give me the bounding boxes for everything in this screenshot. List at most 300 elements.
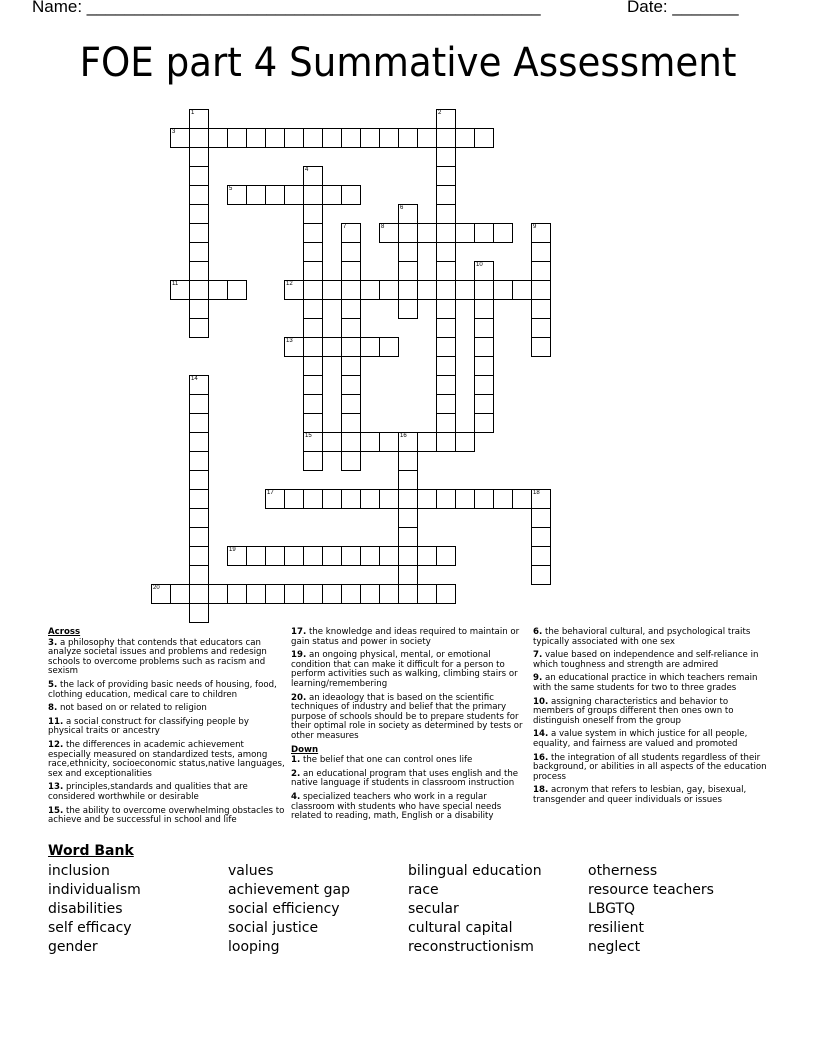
crossword-cell[interactable] [398, 451, 418, 471]
crossword-cell[interactable] [284, 280, 304, 300]
crossword-cell[interactable] [360, 337, 380, 357]
crossword-cell[interactable] [208, 128, 228, 148]
crossword-cell[interactable] [417, 128, 437, 148]
clues-column-1 [48, 628, 286, 830]
crossword-cell[interactable] [436, 337, 456, 357]
date-field[interactable]: Date: _______ [627, 0, 739, 16]
clue-number: 8. [48, 703, 58, 714]
crossword-cell[interactable] [531, 299, 551, 319]
clue-text: a value system in which justice for all people, equality, and fairness are valued and promoted [533, 729, 748, 749]
crossword-grid [151, 109, 571, 629]
crossword-cell[interactable] [246, 584, 266, 604]
crossword-cell[interactable] [303, 223, 323, 243]
word-bank-item: cultural capital [408, 920, 513, 936]
crossword-cell[interactable] [512, 280, 532, 300]
word-bank-item: otherness [588, 863, 658, 879]
clue-text: specialized teachers who work in a regular classroom with students who have special needs related to reading, math, English or a disability [291, 791, 502, 822]
crossword-cell[interactable] [341, 451, 361, 471]
cell-number: 15 [305, 433, 312, 439]
crossword-cell[interactable] [379, 489, 399, 509]
crossword-cell[interactable] [436, 109, 456, 129]
cell-number: 16 [400, 433, 407, 439]
clue-text: a philosophy that contends that educators can analyze societal issues and problems and redesign schools to overcome problems such as racism and sexism [48, 637, 267, 677]
word-bank-item: self efficacy [48, 920, 132, 936]
clue [291, 770, 529, 789]
crossword-cell[interactable] [341, 375, 361, 395]
crossword-cell[interactable] [189, 375, 209, 395]
crossword-cell[interactable] [455, 489, 475, 509]
cell-number: 3 [172, 129, 176, 135]
crossword-cell[interactable] [474, 375, 494, 395]
crossword-cell[interactable] [284, 546, 304, 566]
crossword-cell[interactable] [436, 242, 456, 262]
clue [291, 651, 529, 689]
crossword-cell[interactable] [284, 489, 304, 509]
cell-number: 14 [191, 376, 198, 382]
crossword-cell[interactable] [360, 546, 380, 566]
crossword-cell[interactable] [189, 546, 209, 566]
crossword-cell[interactable] [303, 432, 323, 452]
word-bank-column [408, 862, 542, 957]
crossword-cell[interactable] [341, 432, 361, 452]
crossword-cell[interactable] [189, 413, 209, 433]
clue [48, 704, 286, 714]
crossword-cell[interactable] [398, 546, 418, 566]
crossword-cell[interactable] [474, 413, 494, 433]
crossword-cell[interactable] [379, 432, 399, 452]
crossword-cell[interactable] [531, 527, 551, 547]
crossword-cell[interactable] [474, 489, 494, 509]
crossword-cell[interactable] [341, 584, 361, 604]
crossword-cell[interactable] [531, 223, 551, 243]
clues-column-2 [291, 628, 529, 826]
crossword-cell[interactable] [474, 394, 494, 414]
crossword-cell[interactable] [398, 280, 418, 300]
clue [533, 786, 771, 805]
crossword-cell[interactable] [265, 546, 285, 566]
clue [48, 783, 286, 802]
crossword-cell[interactable] [322, 489, 342, 509]
clue-text: the knowledge and ideas required to maintain or gain status and power in society [291, 627, 520, 647]
clue-text: assigning characteristics and behavior to members of groups different then ones own to distinguish oneself from the group [533, 696, 734, 726]
word-bank-item: neglect [588, 939, 641, 955]
crossword-cell[interactable] [474, 318, 494, 338]
crossword-cell[interactable] [360, 584, 380, 604]
word-bank-item: social justice [228, 920, 319, 936]
crossword-cell[interactable] [398, 242, 418, 262]
crossword-cell[interactable] [455, 128, 475, 148]
crossword-cell[interactable] [189, 451, 209, 471]
crossword-cell[interactable] [512, 489, 532, 509]
crossword-cell[interactable] [398, 261, 418, 281]
crossword-cell[interactable] [189, 299, 209, 319]
crossword-cell[interactable] [208, 280, 228, 300]
cell-number: 1 [191, 110, 195, 116]
clue [533, 730, 771, 749]
crossword-cell[interactable] [398, 470, 418, 490]
crossword-cell[interactable] [322, 185, 342, 205]
crossword-cell[interactable] [208, 584, 228, 604]
crossword-cell[interactable] [189, 128, 209, 148]
crossword-cell[interactable] [455, 280, 475, 300]
crossword-cell[interactable] [189, 109, 209, 129]
crossword-cell[interactable] [189, 432, 209, 452]
crossword-cell[interactable] [436, 204, 456, 224]
word-bank-item: bilingual education [408, 863, 542, 879]
clue-text: the integration of all students regardless of their background, or abilities in all aspects of the education process [533, 752, 767, 782]
clue-number: 12. [48, 739, 64, 750]
crossword-cell[interactable] [341, 489, 361, 509]
crossword-cell[interactable] [341, 280, 361, 300]
crossword-cell[interactable] [189, 147, 209, 167]
cell-number: 19 [229, 547, 236, 553]
clue [48, 681, 286, 700]
crossword-cell[interactable] [531, 337, 551, 357]
word-bank-column [228, 862, 350, 957]
crossword-cell[interactable] [303, 546, 323, 566]
clue-text: the lack of providing basic needs of housing, food, clothing education, medical care to children [48, 679, 277, 700]
word-bank-item: social efficiency [228, 901, 340, 917]
clue-number: 5. [48, 679, 58, 690]
word-bank-item: secular [408, 901, 459, 917]
crossword-cell[interactable] [322, 337, 342, 357]
crossword-cell[interactable] [436, 185, 456, 205]
crossword-cell[interactable] [341, 413, 361, 433]
crossword-cell[interactable] [531, 565, 551, 585]
word-bank-item: looping [228, 939, 280, 955]
crossword-cell[interactable] [189, 223, 209, 243]
crossword-cell[interactable] [531, 242, 551, 262]
clue [48, 807, 286, 826]
crossword-cell[interactable] [398, 128, 418, 148]
cell-number: 7 [343, 224, 347, 230]
crossword-cell[interactable] [398, 299, 418, 319]
crossword-cell[interactable] [436, 489, 456, 509]
clue-text: an educational program that uses english and the native language if students in classroom instruction [291, 768, 519, 789]
crossword-cell[interactable] [303, 337, 323, 357]
clue [291, 628, 529, 647]
clue-text: an educational practice in which teachers remain with the same students for two to three grades [533, 673, 758, 693]
clue [533, 754, 771, 783]
crossword-cell[interactable] [436, 584, 456, 604]
crossword-cell[interactable] [189, 185, 209, 205]
crossword-cell[interactable] [474, 261, 494, 281]
crossword-cell[interactable] [303, 128, 323, 148]
crossword-cell[interactable] [189, 261, 209, 281]
clue [291, 793, 529, 822]
crossword-cell[interactable] [474, 280, 494, 300]
word-bank-item: reconstructionism [408, 939, 534, 955]
clue [48, 741, 286, 779]
cell-number: 4 [305, 167, 309, 173]
clue-number: 3. [48, 637, 58, 648]
cell-number: 9 [533, 224, 537, 230]
word-bank-item: inclusion [48, 863, 110, 879]
crossword-cell[interactable] [322, 546, 342, 566]
crossword-cell[interactable] [265, 489, 285, 509]
clue [533, 698, 771, 727]
clue [533, 674, 771, 693]
cell-number: 18 [533, 490, 540, 496]
clue-text: not based on or related to religion [57, 703, 207, 714]
clue-number: 9. [533, 673, 543, 684]
clue-number: 7. [533, 650, 543, 661]
crossword-cell[interactable] [189, 166, 209, 186]
crossword-cell[interactable] [189, 280, 209, 300]
crossword-cell[interactable] [170, 584, 190, 604]
cell-number: 2 [438, 110, 442, 116]
cell-number: 10 [476, 262, 483, 268]
word-bank-column [48, 862, 141, 957]
clue-number: 14. [533, 729, 549, 740]
cell-number: 5 [229, 186, 233, 192]
crossword-cell[interactable] [227, 185, 247, 205]
crossword-cell[interactable] [436, 432, 456, 452]
clue-number: 1. [291, 755, 301, 766]
across-heading: Across [48, 627, 81, 637]
name-field[interactable]: Name: ________________________________________________ [32, 0, 541, 16]
word-bank-item: resilient [588, 920, 644, 936]
crossword-cell[interactable] [227, 128, 247, 148]
crossword-cell[interactable] [189, 394, 209, 414]
cell-number: 20 [153, 585, 160, 591]
crossword-cell[interactable] [341, 356, 361, 376]
crossword-cell[interactable] [151, 584, 171, 604]
crossword-cell[interactable] [303, 394, 323, 414]
crossword-cell[interactable] [303, 280, 323, 300]
crossword-cell[interactable] [474, 128, 494, 148]
clue-number: 20. [291, 692, 307, 703]
crossword-cell[interactable] [417, 489, 437, 509]
crossword-cell[interactable] [398, 204, 418, 224]
crossword-cell[interactable] [436, 166, 456, 186]
clue-number: 2. [291, 768, 301, 779]
clue-text: a social construct for classifying people by physical traits or ancestry [48, 716, 249, 737]
crossword-cell[interactable] [436, 318, 456, 338]
crossword-cell[interactable] [246, 185, 266, 205]
crossword-cell[interactable] [303, 489, 323, 509]
down-heading: Down [291, 744, 319, 755]
crossword-cell[interactable] [398, 489, 418, 509]
word-bank-column [588, 862, 714, 957]
crossword-cell[interactable] [227, 280, 247, 300]
crossword-cell[interactable] [379, 584, 399, 604]
cell-number: 12 [286, 281, 293, 287]
clue [533, 651, 771, 670]
crossword-cell[interactable] [303, 413, 323, 433]
crossword-cell[interactable] [303, 204, 323, 224]
clue-text: the behavioral cultural, and psychological traits typically associated with one sex [533, 627, 751, 647]
crossword-cell[interactable] [341, 185, 361, 205]
word-bank-item: race [408, 882, 439, 898]
crossword-cell[interactable] [189, 470, 209, 490]
clue-number: 15. [48, 805, 64, 816]
crossword-cell[interactable] [474, 223, 494, 243]
crossword-cell[interactable] [436, 261, 456, 281]
crossword-cell[interactable] [531, 280, 551, 300]
crossword-cell[interactable] [303, 242, 323, 262]
crossword-cell[interactable] [455, 432, 475, 452]
crossword-cell[interactable] [493, 223, 513, 243]
crossword-cell[interactable] [322, 280, 342, 300]
crossword-cell[interactable] [189, 489, 209, 509]
cell-number: 17 [267, 490, 274, 496]
crossword-cell[interactable] [436, 147, 456, 167]
crossword-cell[interactable] [531, 489, 551, 509]
crossword-cell[interactable] [227, 546, 247, 566]
crossword-cell[interactable] [379, 223, 399, 243]
crossword-cell[interactable] [341, 318, 361, 338]
crossword-cell[interactable] [322, 432, 342, 452]
word-bank-title: Word Bank [48, 843, 134, 859]
crossword-cell[interactable] [303, 166, 323, 186]
cell-number: 13 [286, 338, 293, 344]
clue-number: 6. [533, 627, 543, 637]
crossword-cell[interactable] [341, 261, 361, 281]
crossword-cell[interactable] [341, 546, 361, 566]
crossword-cell[interactable] [398, 432, 418, 452]
crossword-cell[interactable] [379, 546, 399, 566]
crossword-cell[interactable] [455, 223, 475, 243]
crossword-cell[interactable] [436, 299, 456, 319]
crossword-cell[interactable] [189, 508, 209, 528]
crossword-cell[interactable] [303, 584, 323, 604]
word-bank-item: values [228, 863, 274, 879]
crossword-cell[interactable] [436, 546, 456, 566]
word-bank-item: disabilities [48, 901, 123, 917]
crossword-cell[interactable] [170, 128, 190, 148]
crossword-cell[interactable] [379, 128, 399, 148]
clue-text: the differences in academic achievement especially measured on standardized tests, among race,ethnicity, socioeconomic status,native languages, sex and exceptionalities [48, 739, 285, 779]
crossword-cell[interactable] [189, 527, 209, 547]
crossword-cell[interactable] [360, 128, 380, 148]
crossword-cell[interactable] [417, 280, 437, 300]
crossword-cell[interactable] [322, 128, 342, 148]
crossword-cell[interactable] [436, 128, 456, 148]
crossword-cell[interactable] [398, 508, 418, 528]
crossword-cell[interactable] [246, 128, 266, 148]
crossword-cell[interactable] [189, 318, 209, 338]
crossword-cell[interactable] [265, 128, 285, 148]
crossword-cell[interactable] [417, 223, 437, 243]
crossword-cell[interactable] [341, 242, 361, 262]
crossword-cell[interactable] [436, 413, 456, 433]
crossword-cell[interactable] [189, 603, 209, 623]
crossword-cell[interactable] [341, 337, 361, 357]
clue [291, 694, 529, 742]
clue-number: 19. [291, 650, 307, 661]
crossword-cell[interactable] [189, 584, 209, 604]
clue-number: 4. [291, 791, 301, 802]
crossword-cell[interactable] [341, 128, 361, 148]
crossword-cell[interactable] [303, 299, 323, 319]
crossword-cell[interactable] [322, 584, 342, 604]
crossword-cell[interactable] [189, 565, 209, 585]
clue-number: 18. [533, 785, 549, 796]
crossword-cell[interactable] [474, 337, 494, 357]
crossword-cell[interactable] [303, 318, 323, 338]
crossword-cell[interactable] [227, 584, 247, 604]
clue [291, 756, 529, 766]
crossword-cell[interactable] [360, 432, 380, 452]
crossword-cell[interactable] [189, 204, 209, 224]
crossword-cell[interactable] [303, 261, 323, 281]
clue-text: an ideaology that is based on the scientific techniques of industry and belief that the primary purpose of schools should be to prepare students for their optimal role in society as determined by tests or other measures [291, 692, 523, 741]
crossword-cell[interactable] [284, 128, 304, 148]
crossword-cell[interactable] [246, 546, 266, 566]
crossword-cell[interactable] [417, 584, 437, 604]
word-bank-item: achievement gap [228, 882, 350, 898]
clue [48, 639, 286, 677]
crossword-cell[interactable] [189, 242, 209, 262]
crossword-cell[interactable] [303, 185, 323, 205]
crossword-cell[interactable] [417, 546, 437, 566]
clue [48, 718, 286, 737]
clue-text: the ability to overcome overwhelming obstacles to achieve and be successful in school and life [48, 805, 285, 826]
crossword-cell[interactable] [303, 356, 323, 376]
crossword-cell[interactable] [379, 337, 399, 357]
clue-number: 10. [533, 696, 549, 707]
clue-text: an ongoing physical, mental, or emotional condition that can make it difficult for a person to perform activities such as walking, climbing stairs or learning/remembering [291, 650, 518, 689]
clue-text: acronym that refers to lesbian, gay, bisexual, transgender and queer individuals or issues [533, 785, 747, 805]
crossword-cell[interactable] [493, 489, 513, 509]
crossword-cell[interactable] [531, 261, 551, 281]
crossword-cell[interactable] [341, 394, 361, 414]
clue-number: 17. [291, 627, 307, 637]
crossword-cell[interactable] [360, 280, 380, 300]
crossword-cell[interactable] [341, 299, 361, 319]
crossword-cell[interactable] [398, 584, 418, 604]
clue-number: 11. [48, 716, 64, 727]
crossword-cell[interactable] [379, 280, 399, 300]
crossword-cell[interactable] [493, 280, 513, 300]
crossword-cell[interactable] [398, 223, 418, 243]
crossword-cell[interactable] [284, 584, 304, 604]
cell-number: 6 [400, 205, 404, 211]
crossword-cell[interactable] [284, 337, 304, 357]
crossword-cell[interactable] [436, 223, 456, 243]
word-bank-item: resource teachers [588, 882, 714, 898]
cell-number: 11 [172, 281, 179, 287]
crossword-cell[interactable] [436, 356, 456, 376]
crossword-cell[interactable] [436, 375, 456, 395]
crossword-cell[interactable] [436, 280, 456, 300]
crossword-cell[interactable] [436, 394, 456, 414]
crossword-cell[interactable] [474, 356, 494, 376]
crossword-cell[interactable] [531, 546, 551, 566]
crossword-cell[interactable] [360, 489, 380, 509]
crossword-cell[interactable] [341, 223, 361, 243]
crossword-cell[interactable] [474, 299, 494, 319]
clue-number: 13. [48, 782, 64, 793]
crossword-cell[interactable] [265, 584, 285, 604]
cell-number: 8 [381, 224, 385, 230]
clue-text: the belief that one can control ones life [300, 755, 473, 766]
crossword-cell[interactable] [303, 451, 323, 471]
crossword-cell[interactable] [531, 318, 551, 338]
crossword-cell[interactable] [531, 508, 551, 528]
crossword-cell[interactable] [303, 375, 323, 395]
word-bank-item: gender [48, 939, 98, 955]
clue [533, 628, 771, 647]
crossword-cell[interactable] [398, 527, 418, 547]
clue-text: value based on independence and self-reliance in which toughness and strength are admired [533, 650, 759, 670]
crossword-cell[interactable] [265, 185, 285, 205]
crossword-cell[interactable] [417, 432, 437, 452]
crossword-cell[interactable] [398, 565, 418, 585]
crossword-cell[interactable] [284, 185, 304, 205]
crossword-cell[interactable] [170, 280, 190, 300]
